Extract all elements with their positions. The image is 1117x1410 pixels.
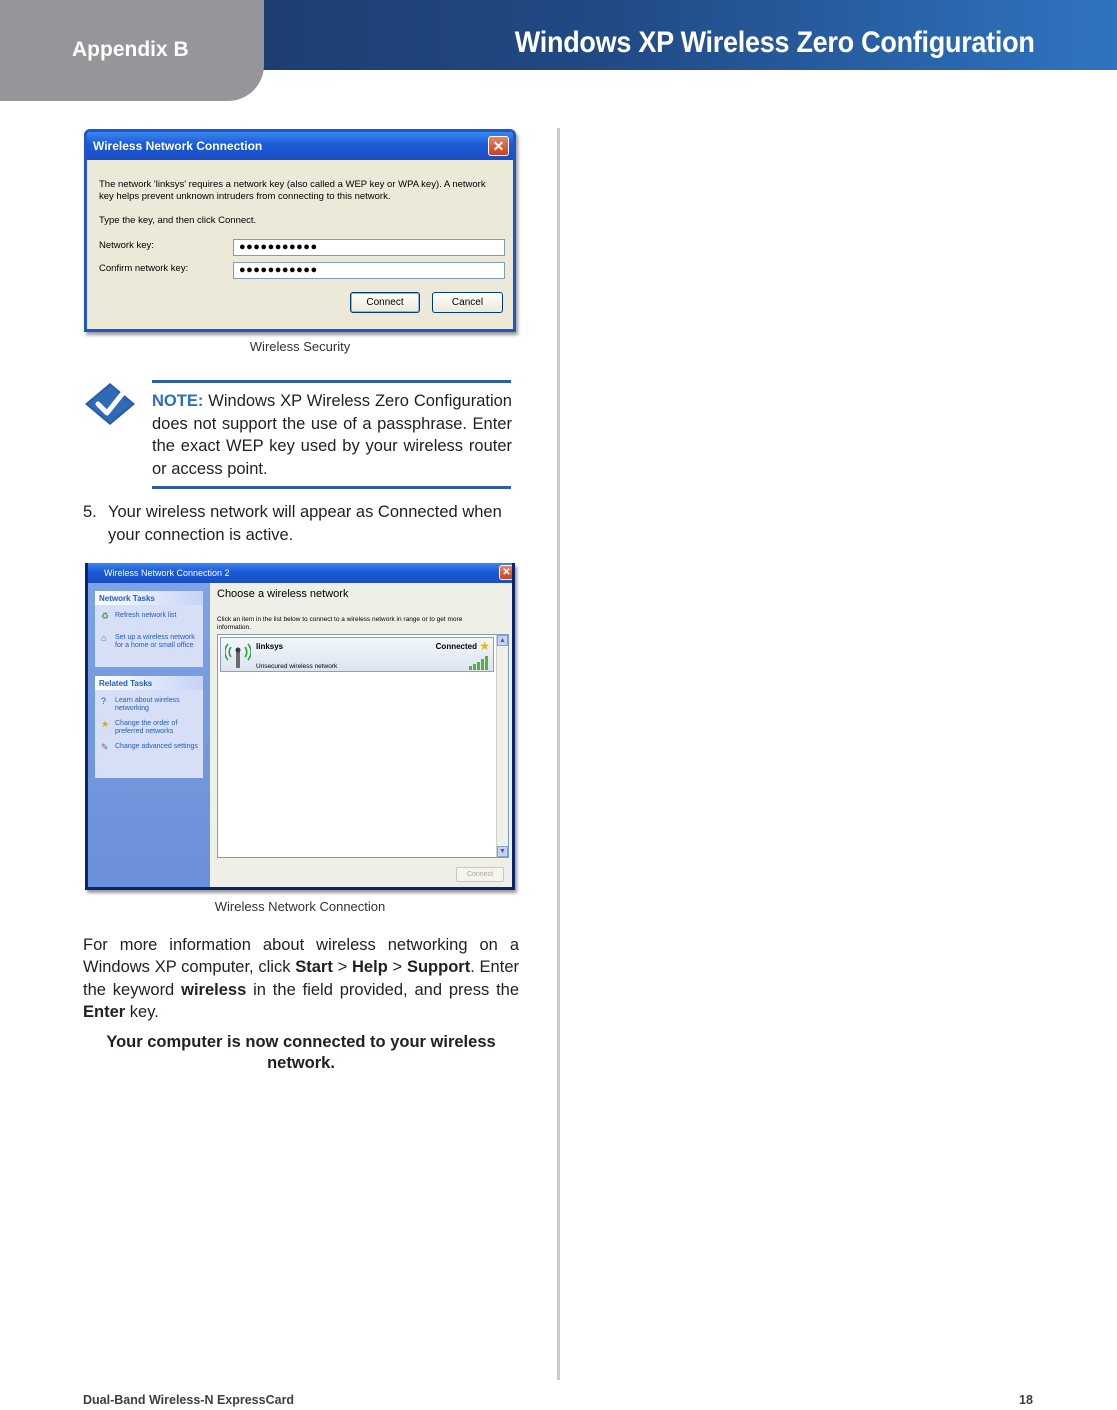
confirm-key-label: Confirm network key: (99, 263, 189, 274)
task-label: Refresh network list (115, 612, 177, 619)
network-name: linksys (256, 642, 284, 651)
cancel-button[interactable]: Cancel (432, 292, 503, 313)
refresh-icon: ♻ (101, 611, 110, 621)
task-label: Set up a wireless network for a home or small office (115, 634, 195, 649)
menu-help: Help (352, 958, 388, 977)
closing-statement: Your computer is now connected to your wireless network. (106, 1033, 496, 1072)
related-tasks-panel (95, 676, 203, 778)
task-label: Learn about wireless networking (115, 697, 180, 712)
related-tasks-heading: Related Tasks (95, 676, 203, 690)
task-label: Change the order of preferred networks (115, 720, 178, 735)
text-run: key. (125, 1002, 159, 1021)
close-icon[interactable]: ✕ (499, 565, 514, 580)
text-run: . Enter the keyword (83, 958, 519, 999)
star-icon: ★ (479, 639, 490, 653)
task-pane (88, 583, 210, 890)
keyword-wireless: wireless (181, 980, 247, 999)
note-top-rule (152, 380, 511, 383)
checkmark-icon (83, 382, 137, 426)
column-divider (557, 128, 560, 1380)
network-tasks-heading: Network Tasks (95, 591, 203, 605)
network-security: Unsecured wireless network (256, 663, 338, 670)
menu-start: Start (295, 958, 333, 977)
wireless-network-connection-window (85, 563, 515, 890)
note-bottom-rule (152, 486, 511, 489)
network-tasks-panel (95, 591, 203, 667)
setup-icon: ⌂ (101, 633, 107, 643)
dialog-titlebar (87, 132, 513, 160)
menu-support: Support (406, 958, 471, 977)
text-run: > (332, 958, 353, 977)
wireless-antenna-icon (225, 641, 251, 674)
star-icon: ★ (101, 719, 110, 729)
help-icon: ? (101, 696, 107, 706)
window-title: Wireless Network Connection 2 (104, 568, 230, 578)
task-learn-wireless[interactable] (95, 697, 203, 713)
step-item (83, 501, 519, 546)
pane-heading: Choose a wireless network (217, 588, 349, 600)
body-paragraph (83, 934, 519, 1023)
task-setup-wireless-network[interactable] (95, 634, 203, 650)
step-number: 5. (83, 503, 97, 521)
text-run: For more information about wireless networking on a Windows XP computer, click (83, 936, 519, 977)
window-titlebar (88, 563, 515, 583)
network-list-pane (210, 583, 512, 890)
network-list-item[interactable] (220, 637, 494, 672)
figure-caption: Wireless Network Connection (214, 899, 386, 914)
connect-button[interactable]: Connect (350, 292, 420, 313)
step-text: Your wireless network will appear as Connected when your connection is active. (108, 503, 502, 544)
scroll-down-icon[interactable]: ▼ (497, 846, 508, 857)
network-key-input[interactable]: ●●●●●●●●●●● (233, 239, 505, 256)
dialog-instruction: Type the key, and then click Connect. (99, 215, 257, 226)
wireless-security-dialog (84, 129, 516, 332)
dialog-message: The network 'linksys' requires a network key (also called a WEP key or WPA key). A network key helps prevent unknown intruders from connecting to this network. (99, 179, 486, 202)
page-title: Windows XP Wireless Zero Configuration (515, 26, 1035, 59)
section-label: Appendix B (72, 38, 189, 61)
list-scrollbar[interactable] (496, 635, 508, 857)
connect-button[interactable]: Connect (456, 867, 504, 882)
page-number: 18 (1019, 1393, 1033, 1407)
note-body: Windows XP Wireless Zero Configuration does not support the use of a passphrase. Enter the exact WEP key used by your wireless router or access point. (152, 392, 512, 478)
task-refresh-network-list[interactable] (95, 612, 203, 620)
footer-product: Dual-Band Wireless-N ExpressCard (83, 1393, 295, 1407)
confirm-key-input[interactable]: ●●●●●●●●●●● (233, 262, 505, 279)
dialog-title: Wireless Network Connection (93, 139, 263, 153)
section-tab (0, 0, 264, 101)
network-list (217, 634, 509, 858)
signal-strength-icon (469, 656, 489, 675)
key-enter: Enter (83, 1002, 126, 1021)
note-lead: NOTE: (152, 392, 204, 410)
network-key-label: Network key: (99, 240, 154, 251)
text-run: > (387, 958, 407, 977)
task-label: Change advanced settings (115, 743, 198, 750)
settings-icon: ✎ (101, 742, 109, 752)
close-icon[interactable]: ✕ (488, 136, 509, 156)
text-run: in the field provided, and press the (246, 980, 519, 999)
network-status: Connected (435, 642, 477, 651)
pane-instruction: Click an item in the list below to connect to a wireless network in range or to get more information. (217, 616, 463, 631)
figure-caption: Wireless Security (249, 339, 351, 354)
task-change-advanced[interactable] (95, 743, 203, 751)
note-text (152, 390, 512, 480)
scroll-up-icon[interactable]: ▲ (497, 635, 508, 646)
task-change-order[interactable] (95, 720, 203, 736)
